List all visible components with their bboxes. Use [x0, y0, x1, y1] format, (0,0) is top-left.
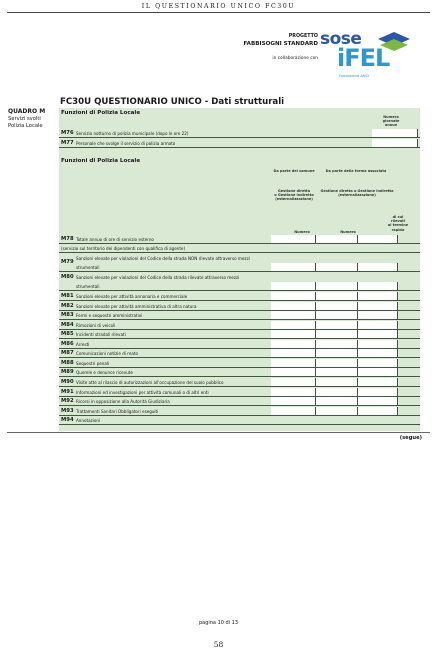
- row-label: Sanzioni elevate per violazioni del Codice della strada NON rilevate attraverso mezzi: [76, 256, 250, 261]
- row-code: M89: [61, 369, 74, 376]
- row-label-continuation: (servizio sul territorio dei dipendenti con qualifica di agente): [61, 246, 186, 251]
- group-header-forma-associata: Da parte della forma associata: [325, 169, 387, 173]
- input-m86-comune[interactable]: [271, 340, 316, 348]
- input-m89-comune[interactable]: [271, 368, 316, 376]
- subheader-line: Gestione diretta o Gestione indiretta: [320, 189, 394, 193]
- row-code: M77: [61, 140, 74, 146]
- ifel-logo-text: iFEL: [337, 44, 390, 72]
- subheader-line: (esternalizzazione): [275, 197, 313, 202]
- ifel-subtitle: Fondazione ANCI: [338, 74, 370, 78]
- section1-title: Funzioni di Polizia Locale: [61, 110, 141, 116]
- input-m92-comune[interactable]: [271, 397, 316, 405]
- project-label: PROGETTO: [288, 34, 318, 39]
- sose-logo-text: sose: [320, 29, 362, 49]
- input-m90-comune[interactable]: [271, 378, 316, 386]
- input-m86-altri[interactable]: [358, 340, 398, 348]
- input-m93-altri[interactable]: [358, 407, 398, 415]
- row-label: Annotazioni: [76, 418, 101, 424]
- row-label-continuation: strumentali: [76, 265, 100, 270]
- input-m84-altri[interactable]: [358, 321, 398, 329]
- row-code: M87: [61, 350, 74, 357]
- row-label: Informazioni ed investigazioni per attività comunali o di altri enti: [76, 389, 209, 395]
- form-row-m76: [59, 129, 420, 138]
- input-m90-altri[interactable]: [358, 378, 398, 386]
- input-m86-forma[interactable]: [316, 340, 358, 348]
- collaboration-label: in collaborazione con: [272, 56, 318, 61]
- row-label: Fermi e sequestri amministrativi: [76, 313, 143, 319]
- input-m85-forma[interactable]: [316, 330, 358, 338]
- row-label: Rimozioni di veicoli: [76, 322, 116, 328]
- input-m76[interactable]: [372, 129, 418, 137]
- form-title: FC30U QUESTIONARIO UNICO - Dati strutturali: [60, 97, 285, 107]
- row-code: M93: [61, 407, 74, 414]
- col-header-line: giornate: [382, 119, 400, 124]
- input-m79-comune[interactable]: [271, 263, 316, 271]
- row-code: M88: [61, 359, 74, 366]
- row-label: Personale che svolge il servizio di polizia armato: [76, 141, 176, 146]
- form-row-m91: [59, 388, 420, 397]
- input-m83-altri[interactable]: [358, 311, 398, 319]
- row-rule: [59, 137, 420, 138]
- row-label: Trattamenti Sanitari Obbligatori eseguiti: [76, 408, 159, 414]
- col-header-altri: [385, 215, 411, 232]
- row-code: M79: [61, 259, 74, 265]
- input-m93-comune[interactable]: [271, 407, 316, 415]
- group-header-comune: Da parte del comune: [273, 169, 315, 173]
- row-code: M91: [61, 388, 74, 395]
- col-header-numero-forma: Numero: [340, 230, 356, 234]
- row-label: Arresti: [76, 341, 90, 347]
- col-header-line: al termine: [387, 223, 409, 228]
- row-label-continuation: strumentali: [76, 284, 100, 289]
- row-code: M76: [61, 130, 74, 136]
- quadro-code: QUADRO M: [8, 108, 46, 115]
- input-m92-forma[interactable]: [316, 397, 358, 405]
- input-m91-comune[interactable]: [271, 388, 316, 396]
- input-m80-comune[interactable]: [271, 282, 316, 290]
- input-m78-forma[interactable]: [316, 235, 358, 243]
- row-code: M94: [61, 417, 74, 424]
- input-m83-comune[interactable]: [271, 311, 316, 319]
- form-row-m85: [59, 330, 420, 339]
- input-m87-comune[interactable]: [271, 349, 316, 357]
- input-m82-forma[interactable]: [316, 302, 358, 310]
- row-label: Comunicazioni notizie di reato: [76, 351, 138, 357]
- subheader-line: (esternalizzazione): [338, 193, 376, 198]
- input-m78-comune[interactable]: [271, 235, 316, 243]
- form-row-m78: [59, 235, 420, 244]
- form-row-m82: [59, 302, 420, 311]
- col-header-line: rapido: [391, 227, 405, 232]
- input-m85-comune[interactable]: [271, 330, 316, 338]
- col-header-numero-comune: Numero: [294, 230, 310, 234]
- input-m81-comune[interactable]: [271, 292, 316, 300]
- form-row-m84: [59, 321, 420, 330]
- input-m87-altri[interactable]: [358, 349, 398, 357]
- row-label: Sanzioni elevate per violazioni del Codice della strada rilevate attraverso mezzi: [76, 275, 240, 280]
- row-code: M90: [61, 378, 74, 385]
- form-row-m78-cont: [59, 244, 420, 253]
- row-label: Sanzioni elevate per attività annonaria e commerciale: [76, 294, 188, 299]
- form-row-m89: [59, 368, 420, 377]
- form-row-m87: [59, 349, 420, 358]
- page-number: 58: [213, 640, 224, 649]
- input-m90-forma[interactable]: [316, 378, 358, 386]
- form-row-m88: [59, 359, 420, 368]
- input-m82-comune[interactable]: [271, 302, 316, 310]
- form-row-m79-cont: [59, 263, 420, 272]
- row-rule: [59, 252, 420, 253]
- input-m88-forma[interactable]: [316, 359, 358, 367]
- input-m79-altri[interactable]: [358, 263, 398, 271]
- running-header: IL QUESTIONARIO UNICO FC30U: [141, 3, 296, 10]
- row-code: M86: [61, 340, 74, 347]
- annotazioni-field[interactable]: [149, 416, 417, 424]
- input-m93-forma[interactable]: [316, 407, 358, 415]
- row-code: M84: [61, 321, 74, 328]
- quadro-subtitle-line1: Servizi svolti: [8, 116, 41, 122]
- input-m91-altri[interactable]: [358, 388, 398, 396]
- input-m83-forma[interactable]: [316, 311, 358, 319]
- row-label: Incidenti stradali rilevati: [76, 332, 126, 338]
- col-header-line: annue: [384, 123, 398, 128]
- input-m84-comune[interactable]: [271, 321, 316, 329]
- row-code: M81: [61, 293, 74, 299]
- form-row-m94: [59, 416, 420, 425]
- form-row-m81: [59, 292, 420, 301]
- form-row-m92: [59, 397, 420, 406]
- section2-title: Funzioni di Polizia Locale: [61, 158, 141, 164]
- row-code: M82: [61, 302, 74, 309]
- project-name: FABBISOGNI STANDARD: [243, 41, 318, 47]
- form-row-m80-cont: [59, 282, 420, 291]
- row-label: Totale annuo di ore di servizio esterno: [76, 237, 154, 242]
- header-rule: [7, 12, 430, 13]
- input-m81-altri[interactable]: [358, 292, 398, 300]
- row-label: Sanzioni elevate per attività amministrativa di altra natura: [76, 303, 197, 309]
- input-m92-altri[interactable]: [358, 397, 398, 405]
- continues-label: (segue): [399, 435, 422, 441]
- row-code: M78: [61, 236, 74, 242]
- subheader-gestione-comune: [264, 189, 324, 202]
- col-header-line: Numero: [383, 115, 399, 119]
- input-m84-forma[interactable]: [316, 321, 358, 329]
- input-m79-forma[interactable]: [316, 263, 358, 271]
- subheader-gestione-forma: [318, 189, 396, 197]
- form-row-m77: [59, 139, 420, 148]
- row-code: M92: [61, 398, 74, 405]
- row-label: Servizio notturno di polizia municipale (dopo le ore 22): [76, 131, 189, 136]
- form-row-m80: [59, 273, 420, 282]
- input-m89-altri[interactable]: [358, 368, 398, 376]
- row-code: M83: [61, 312, 74, 319]
- input-m88-altri[interactable]: [358, 359, 398, 367]
- row-rule: [59, 290, 420, 291]
- subheader-line: Gestione diretta: [277, 189, 311, 193]
- col-header-line: rilevati: [390, 219, 405, 224]
- input-m88-comune[interactable]: [271, 359, 316, 367]
- input-m82-altri[interactable]: [358, 302, 398, 310]
- form-row-m79: [59, 254, 420, 263]
- input-m78-altri[interactable]: [358, 235, 398, 243]
- input-m80-forma[interactable]: [316, 282, 358, 290]
- page-label: pagina 10 di 13: [198, 620, 239, 626]
- input-m85-altri[interactable]: [358, 330, 398, 338]
- input-m81-forma[interactable]: [316, 292, 358, 300]
- form-row-m83: [59, 311, 420, 320]
- form-row-m93: [59, 407, 420, 416]
- quadro-subtitle: [8, 116, 58, 129]
- col-header-line: di cui: [392, 215, 404, 219]
- input-m87-forma[interactable]: [316, 349, 358, 357]
- row-label: Sequestri penali: [76, 360, 110, 366]
- form-row-m90: [59, 378, 420, 387]
- input-m89-forma[interactable]: [316, 368, 358, 376]
- row-code: M80: [61, 274, 74, 280]
- row-label: Ricorsi in opposizione alla Autorità Giudiziaria: [76, 399, 170, 405]
- row-rule: [59, 147, 420, 148]
- quadro-subtitle-line2: Polizia Locale: [8, 122, 43, 129]
- section1-col-header: [381, 115, 401, 128]
- input-m80-altri[interactable]: [358, 282, 398, 290]
- row-label: Querele e denunce ricevute: [76, 370, 133, 376]
- row-rule: [59, 271, 420, 272]
- subheader-line: o Gestione indiretta: [274, 193, 314, 198]
- row-label: Visite atte al rilascio di autorizzazioni all'occupazione del suolo pubblico: [76, 379, 224, 385]
- row-rule: [59, 424, 420, 425]
- input-m91-forma[interactable]: [316, 388, 358, 396]
- input-m77[interactable]: [372, 139, 418, 147]
- row-code: M85: [61, 331, 74, 338]
- panel-bottom-rule: [7, 432, 430, 433]
- form-row-m86: [59, 340, 420, 349]
